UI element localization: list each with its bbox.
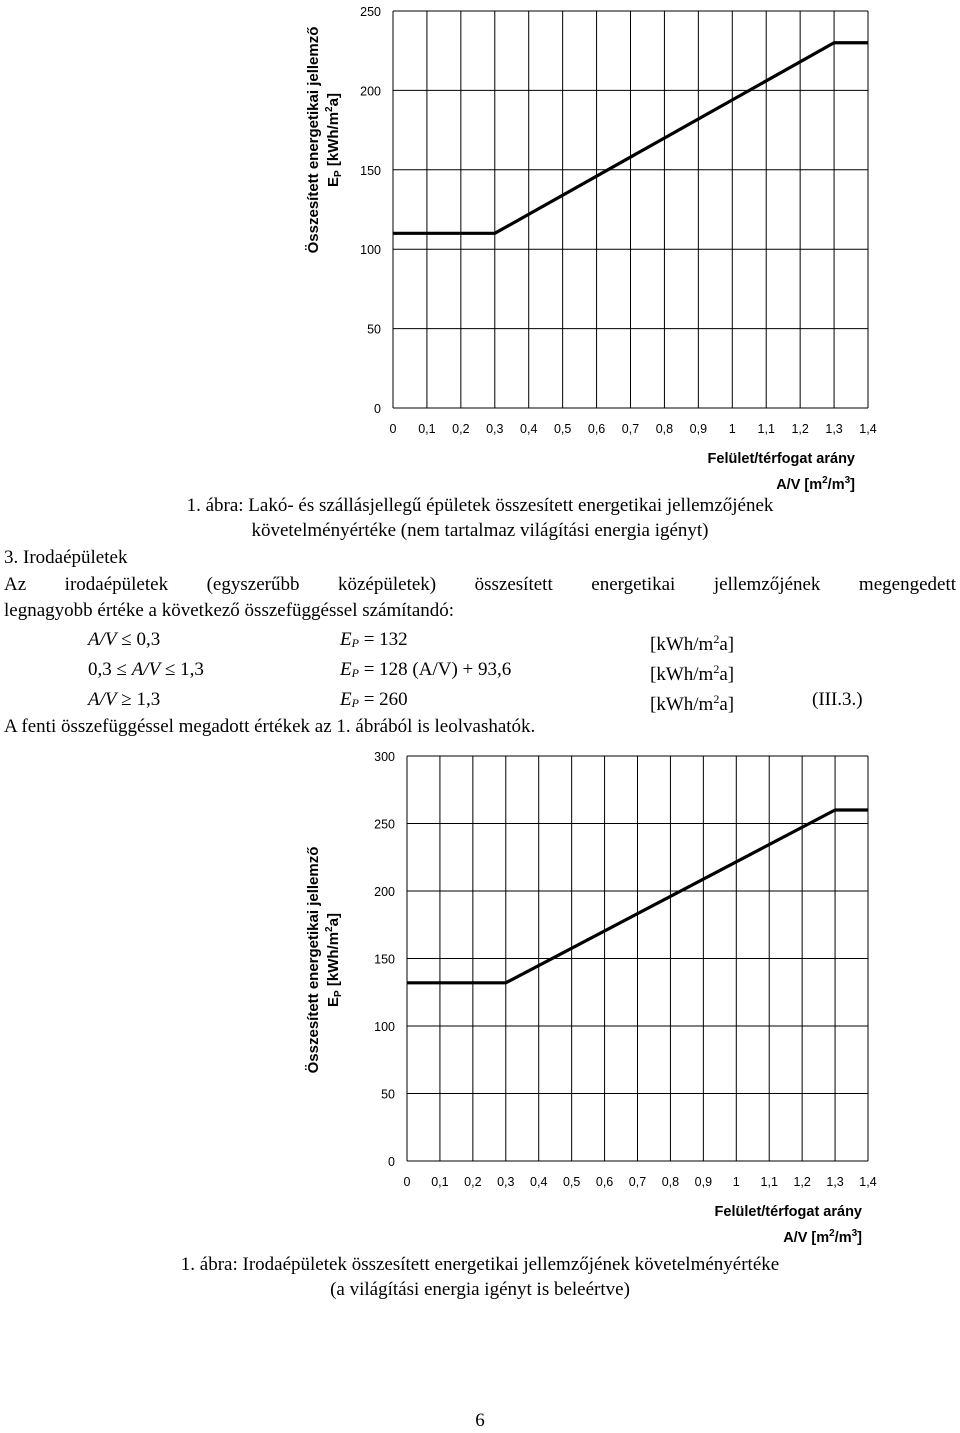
formula-3-rhs: = 260: [358, 689, 408, 710]
caption-2-line-1: 1. ábra: Irodaépületek összesített energetikai jellemzőjének követelményértéke: [180, 1254, 780, 1275]
y-label-unit: [kWh/m: [325, 111, 342, 171]
x-tick-label: 0,1: [418, 422, 436, 436]
x-tick-label: 0,4: [530, 1175, 548, 1189]
y-tick-label: 200: [374, 885, 395, 899]
formula-3-value: 1,3: [136, 689, 161, 710]
y-label-end: a]: [325, 93, 342, 107]
figure-caption-1: [0, 493, 960, 543]
formula-2-rhs: = 128 (A/V) + 93,6: [358, 659, 512, 680]
x-tick-label: 0,8: [655, 422, 674, 436]
formula-1-var: A/V: [88, 629, 117, 650]
formula-1-sub: P: [351, 636, 359, 650]
y-axis-label-line-2: [324, 913, 344, 1007]
y-tick-label: 150: [360, 163, 381, 178]
formula-2-unit: [650, 657, 734, 687]
x-tick-label: 0: [403, 1175, 411, 1189]
x-tick-label: 0,2: [452, 422, 470, 436]
x-tick-label: 0: [389, 422, 397, 436]
x-label-sup2: 3: [844, 475, 851, 486]
formula-2-condition: [88, 657, 204, 682]
x-axis-label-line-1: Felület/térfogat arány: [714, 1204, 862, 1220]
y-tick-label: 150: [374, 952, 395, 967]
y-tick-label: 250: [360, 5, 381, 19]
x-tick-label: 1,1: [757, 422, 775, 436]
formula-2-sub: P: [351, 666, 359, 680]
y-tick-label: 100: [360, 243, 381, 258]
formula-2-e: E: [340, 659, 352, 680]
formula-3-sub: P: [351, 696, 359, 710]
x-label-prefix: A/V [m: [783, 1230, 830, 1246]
x-label-sup2: 3: [851, 1228, 858, 1239]
closing-sentence: A fenti összefüggéssel megadott értékek az 1. ábrából is leolvashatók.: [4, 716, 536, 737]
formula-1-unit: [650, 627, 734, 657]
y-axis-label-line-2: [324, 93, 344, 187]
y-tick-label: 0: [388, 1155, 395, 1169]
formula-3-var: A/V: [88, 689, 117, 710]
x-tick-label: 0,8: [661, 1175, 680, 1189]
x-label-prefix: A/V [m: [776, 477, 823, 493]
formula-3-e: E: [340, 689, 352, 710]
x-tick-label: 0,3: [497, 1175, 515, 1189]
formula-3-unit-b: a]: [719, 694, 735, 715]
y-tick-label: 50: [381, 1087, 395, 1102]
formula-3-unit: [650, 687, 734, 717]
caption-1-line-1: 1. ábra: Lakó- és szállásjellegű épületek összesített energetikai jellemzőjének: [186, 495, 774, 516]
paragraph-line-2: legnagyobb értéke a következő összefüggéssel számítandó:: [4, 600, 455, 621]
x-tick-label: 1,3: [826, 1175, 844, 1189]
x-axis-label-line-2: [783, 1228, 862, 1246]
x-tick-label: 0,5: [553, 422, 572, 436]
formula-2-high: 1,3: [180, 659, 204, 680]
x-tick-label: 1,4: [859, 1175, 877, 1189]
x-tick-label: 0,7: [621, 422, 640, 436]
x-tick-label: 1,1: [760, 1175, 778, 1189]
x-tick-label: 0,4: [520, 422, 538, 436]
formula-2-op1: ≤: [116, 659, 127, 680]
formula-1-value: 0,3: [136, 629, 161, 650]
y-label-e: E: [325, 176, 342, 187]
formula-1-equation: [340, 627, 408, 656]
x-tick-label: 1: [732, 1175, 740, 1189]
y-label-sup: 2: [324, 926, 335, 932]
formula-1-op: ≤: [121, 629, 132, 650]
page-number: 6: [475, 1410, 485, 1431]
formula-1-unit-sup: 2: [713, 632, 720, 646]
chart-office: [0, 740, 960, 1255]
y-axis-label-line-1: Összesített energetikai jellemző: [305, 26, 322, 254]
formula-2-unit-a: [kWh/m: [650, 664, 714, 685]
chart-residential-svg: [0, 0, 960, 500]
x-tick-label: 0,6: [595, 1175, 614, 1189]
x-tick-label: 0,3: [486, 422, 504, 436]
section-heading: 3. Irodaépületek: [4, 547, 128, 568]
formula-1-unit-b: a]: [719, 634, 735, 655]
chart-office-svg: [0, 740, 960, 1255]
caption-1-line-2: követelményértéke (nem tartalmaz világítási energia igényt): [251, 520, 709, 541]
chart-residential: [0, 0, 960, 500]
x-tick-label: 0,2: [464, 1175, 482, 1189]
x-axis-label-line-1: Felület/térfogat arány: [707, 451, 855, 467]
y-tick-label: 200: [360, 84, 381, 99]
y-axis-label-line-1: Összesített energetikai jellemző: [305, 846, 322, 1074]
formula-2-unit-b: a]: [719, 664, 735, 685]
caption-2-line-2: (a világítási energia igényt is beleértve): [330, 1279, 630, 1300]
formula-3-equation: [340, 687, 408, 716]
y-axis-label: [305, 847, 344, 1074]
x-tick-label: 0,9: [689, 422, 708, 436]
formula-1-rhs: = 132: [358, 629, 408, 650]
x-label-mid: /m: [827, 477, 845, 493]
y-tick-label: 250: [374, 817, 395, 832]
x-tick-label: 0,6: [587, 422, 606, 436]
formula-3-unit-a: [kWh/m: [650, 694, 714, 715]
formula-1-condition: [88, 627, 160, 652]
y-label-e: E: [325, 996, 342, 1007]
formula-3-op: ≥: [121, 689, 132, 710]
x-label-mid: /m: [834, 1230, 852, 1246]
formula-2-op2: ≤: [164, 659, 176, 680]
y-tick-label: 300: [374, 750, 395, 764]
y-label-sub: P: [333, 990, 344, 997]
x-tick-label: 1,4: [859, 422, 877, 436]
y-label-unit: [kWh/m: [325, 931, 342, 991]
formula-3-condition: [88, 687, 160, 712]
formula-2-equation: [340, 657, 511, 686]
formula-tag: (III.3.): [812, 689, 863, 710]
formula-3-unit-sup: 2: [713, 692, 720, 706]
paragraph-line-1: Az irodaépületek (egyszerűbb középületek) összesített energetikai jellemzőjének megengedett: [4, 574, 956, 595]
x-tick-label: 0,7: [628, 1175, 647, 1189]
figure-caption-2: [0, 1252, 960, 1302]
y-label-sub: P: [333, 170, 344, 177]
y-label-sup: 2: [324, 106, 335, 112]
formula-2-var: A/V: [131, 659, 161, 680]
x-label-end: ]: [857, 1230, 862, 1246]
x-tick-label: 0,1: [431, 1175, 449, 1189]
formula-1-unit-a: [kWh/m: [650, 634, 714, 655]
x-axis-label-line-2: [776, 475, 855, 493]
x-tick-label: 0,5: [562, 1175, 581, 1189]
y-tick-label: 0: [374, 402, 381, 416]
formula-2-low: 0,3: [88, 659, 112, 680]
x-tick-label: 1,2: [793, 1175, 811, 1189]
x-tick-label: 1,2: [791, 422, 809, 436]
x-tick-label: 1: [728, 422, 736, 436]
x-tick-label: 0,9: [694, 1175, 713, 1189]
y-label-end: a]: [325, 913, 342, 927]
formula-1-e: E: [340, 629, 352, 650]
formula-2-unit-sup: 2: [713, 662, 720, 676]
y-tick-label: 100: [374, 1020, 395, 1034]
x-label-sup1: 2: [822, 475, 828, 486]
x-tick-label: 1,3: [825, 422, 843, 436]
x-label-end: ]: [850, 477, 855, 493]
y-axis-label: [305, 27, 344, 254]
y-tick-label: 50: [367, 322, 381, 337]
x-label-sup1: 2: [829, 1228, 835, 1239]
